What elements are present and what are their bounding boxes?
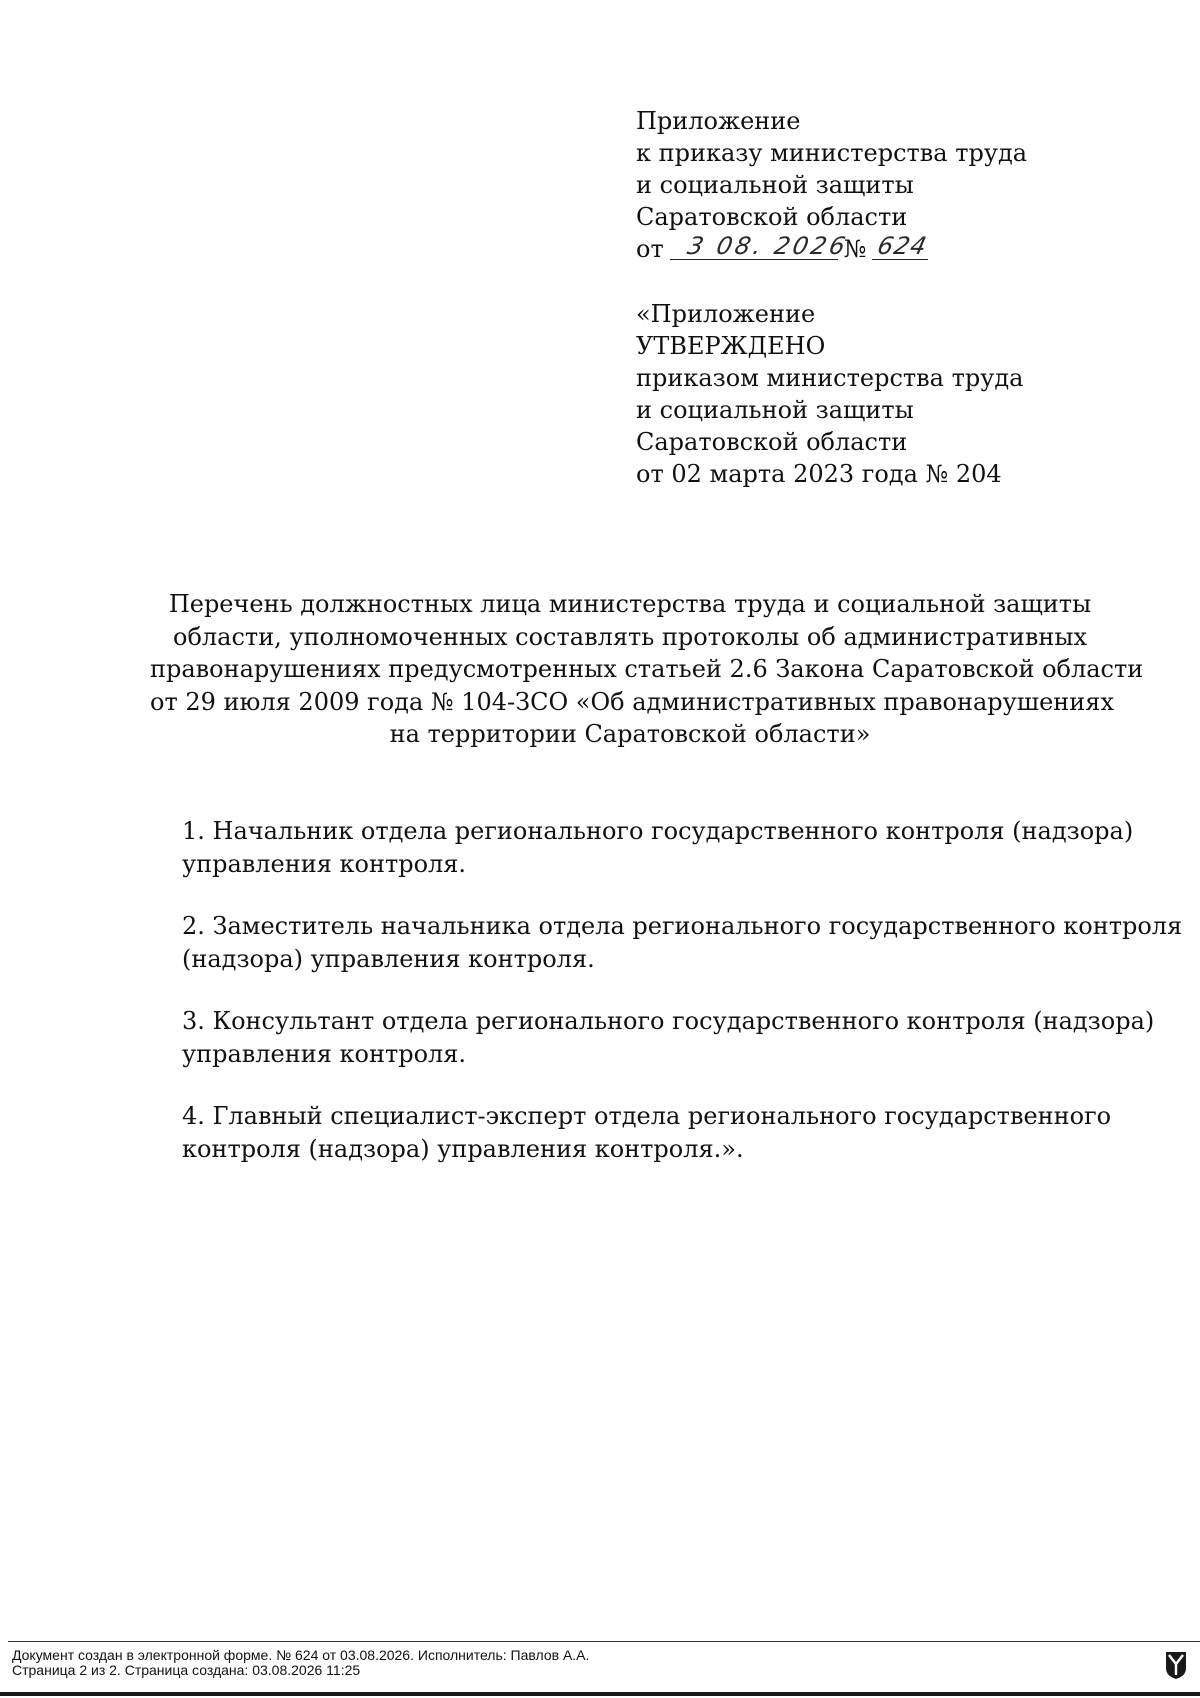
approved-line: Саратовской области <box>636 428 908 456</box>
list-item-line: 3. Консультант отдела регионального государственного контроля (надзора) <box>182 1007 1155 1035</box>
handwritten-date: 3 08. 2026 <box>684 232 851 260</box>
approved-line: от 02 марта 2023 года № 204 <box>636 460 1002 488</box>
title-line: Перечень должностных лица министерства труда и социальной защиты <box>168 590 1092 618</box>
list-item-line: контроля (надзора) управления контроля.». <box>182 1134 744 1163</box>
list-item-line: управления контроля. <box>182 849 467 878</box>
footer-line: Документ создан в электронной форме. № 624 от 03.08.2026. Исполнитель: Павлов А.А. <box>12 1647 590 1663</box>
list-item-line: 2. Заместитель начальника отдела регионального государственного контроля <box>182 912 1183 940</box>
appendix-header-line: Приложение <box>636 107 801 135</box>
approved-line: «Приложение <box>636 300 816 328</box>
handwritten-date-field <box>670 232 851 260</box>
list-item-line: управления контроля. <box>182 1039 467 1068</box>
footer-bottom-bar <box>0 1692 1200 1696</box>
title-line: области, уполномоченных составлять протоколы об административных <box>173 622 1087 651</box>
title-line: от 29 июля 2009 года № 104-ЗСО «Об административных правонарушениях <box>150 687 1114 716</box>
list-item <box>182 1005 1155 1070</box>
approved-line: УТВЕРЖДЕНО <box>636 332 826 360</box>
order-date-number-line <box>636 233 1156 265</box>
coat-of-arms-icon <box>1164 1650 1188 1680</box>
handwritten-number: 624 <box>875 232 931 260</box>
title-line: правонарушениях предусмотренных статьей 2.6 Закона Саратовской области <box>150 655 1144 683</box>
positions-list <box>182 815 1183 1195</box>
appendix-header-line: к приказу министерства труда <box>636 139 1028 167</box>
date-prefix: от <box>636 235 664 263</box>
approved-line: приказом министерства труда <box>636 364 1024 392</box>
approved-line: и социальной защиты <box>636 396 914 424</box>
list-item-line: 4. Главный специалист-эксперт отдела регионального государственного <box>182 1102 1112 1130</box>
handwritten-number-field <box>872 232 931 260</box>
document-title <box>150 588 1144 751</box>
list-item-line: 1. Начальник отдела регионального государственного контроля (надзора) <box>182 817 1134 845</box>
approved-block <box>636 298 1156 490</box>
list-item <box>182 1100 1122 1165</box>
list-item <box>182 910 1183 975</box>
electronic-document-footer <box>12 1648 589 1678</box>
appendix-header <box>636 105 1156 265</box>
appendix-header-line: Саратовской области <box>636 203 908 231</box>
title-line: на территории Саратовской области» <box>389 720 871 748</box>
appendix-header-line: и социальной защиты <box>636 171 914 199</box>
number-prefix: № <box>843 235 867 263</box>
list-item <box>182 815 1134 880</box>
footer-divider <box>8 1641 1200 1642</box>
footer-line: Страница 2 из 2. Страница создана: 03.08.2026 11:25 <box>12 1662 361 1678</box>
list-item-line: (надзора) управления контроля. <box>182 944 595 973</box>
